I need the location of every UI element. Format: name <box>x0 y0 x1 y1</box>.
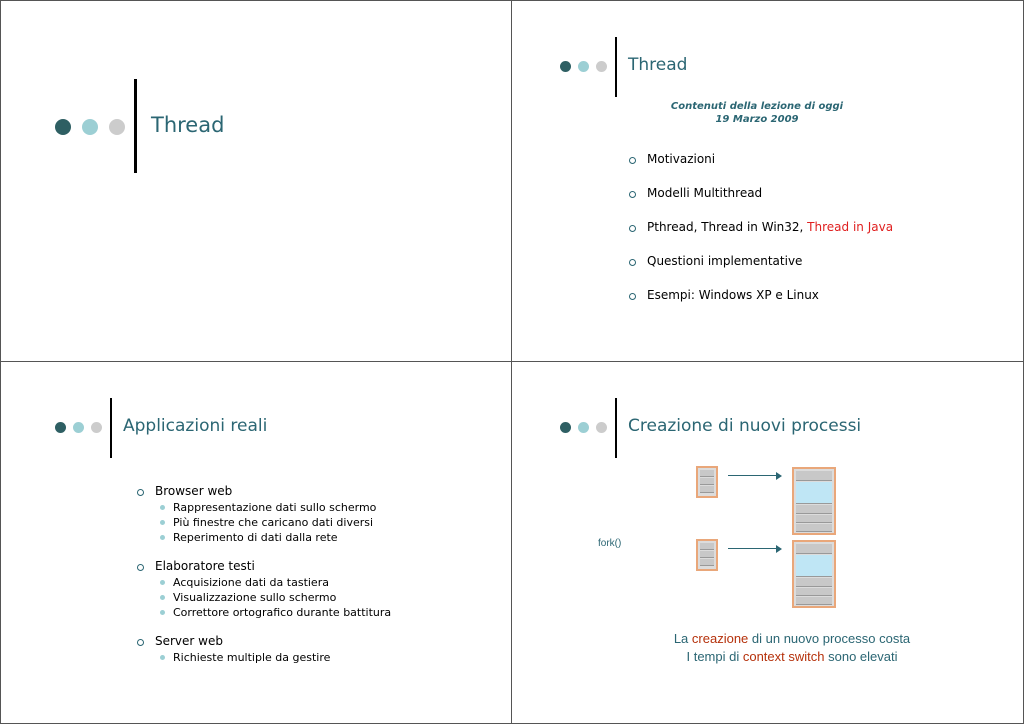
parent-process-icon <box>696 466 718 498</box>
sub-item: Rappresentazione dati sullo schermo <box>155 500 391 515</box>
caption-highlight: context switch <box>742 649 825 664</box>
dot-dark <box>55 119 71 135</box>
sub-item: Acquisizione dati da tastiera <box>155 575 391 590</box>
memory-segment <box>796 588 832 596</box>
slide-title: Applicazioni reali <box>123 416 268 436</box>
dot-grey <box>596 61 607 72</box>
dot-light <box>578 61 589 72</box>
group-label: Server web <box>155 634 223 648</box>
dot-light <box>82 119 98 135</box>
memory-segment <box>700 470 714 477</box>
group-label: Browser web <box>155 484 233 498</box>
memory-segment <box>796 482 832 504</box>
list-item: Motivazioni <box>629 152 893 186</box>
sub-list <box>155 500 391 545</box>
sub-item: Correttore ortografico durante battitura <box>155 605 391 620</box>
sub-item: Richieste multiple da gestire <box>155 650 391 665</box>
sub-list <box>155 650 391 665</box>
slide-4 <box>512 362 1022 722</box>
arrow-line <box>728 475 780 476</box>
slide-caption <box>572 630 1012 666</box>
list-item: Esempi: Windows XP e Linux <box>629 288 893 322</box>
caption-line-2 <box>572 648 1012 666</box>
memory-segment <box>700 543 714 550</box>
memory-segment <box>796 555 832 577</box>
caption-text: sono elevati <box>824 649 898 664</box>
slide-2 <box>512 1 1022 361</box>
sub-item: Più finestre che caricano dati diversi <box>155 515 391 530</box>
memory-segment <box>700 486 714 493</box>
caption-line-1 <box>572 630 1012 648</box>
slide-1 <box>1 1 511 361</box>
list-item <box>137 559 391 620</box>
memory-segment <box>796 505 832 514</box>
memory-segment <box>796 524 832 532</box>
child-process-icon <box>792 540 836 608</box>
arrow-head-icon <box>776 545 782 553</box>
list-item <box>137 634 391 665</box>
dot-light <box>578 422 589 433</box>
title-bar <box>110 398 112 458</box>
caption-text: di un nuovo processo costa <box>748 631 911 646</box>
dot-dark <box>55 422 66 433</box>
dot-grey <box>109 119 125 135</box>
arrow-head-icon <box>776 472 782 480</box>
memory-segment <box>796 597 832 605</box>
contents-list <box>629 152 893 322</box>
item-text: Pthread, Thread in Win32, <box>647 220 808 234</box>
list-item <box>629 220 893 254</box>
memory-segment <box>700 551 714 558</box>
slide-title: Creazione di nuovi processi <box>628 416 862 436</box>
sub-list <box>155 575 391 620</box>
memory-segment <box>796 578 832 587</box>
caption-highlight: creazione <box>691 631 749 646</box>
group-label: Elaboratore testi <box>155 559 255 573</box>
applications-list <box>137 484 391 665</box>
fork-label: fork() <box>598 538 622 549</box>
slide-dots <box>55 422 102 433</box>
subtitle-line-1: Contenuti della lezione di oggi <box>670 101 844 112</box>
slide-dots <box>55 119 125 135</box>
memory-segment <box>700 559 714 566</box>
parent-process-icon <box>696 539 718 571</box>
sub-item: Reperimento di dati dalla rete <box>155 530 391 545</box>
memory-segment <box>796 515 832 523</box>
list-item <box>137 484 391 545</box>
slide-dots <box>560 61 607 72</box>
title-bar <box>615 37 617 97</box>
subtitle-line-2: 19 Marzo 2009 <box>715 114 799 125</box>
child-process-icon <box>792 467 836 535</box>
memory-segment <box>796 544 832 554</box>
slide-title: Thread <box>151 113 225 137</box>
memory-segment <box>700 478 714 485</box>
dot-grey <box>91 422 102 433</box>
slide-dots <box>560 422 607 433</box>
slide-3 <box>1 362 511 722</box>
dot-light <box>73 422 84 433</box>
lesson-subtitle <box>642 100 872 126</box>
dot-dark <box>560 422 571 433</box>
title-bar <box>615 398 617 458</box>
caption-text: La <box>673 631 692 646</box>
caption-text: I tempi di <box>686 649 743 664</box>
title-bar <box>134 79 137 173</box>
dot-dark <box>560 61 571 72</box>
dot-grey <box>596 422 607 433</box>
list-item: Modelli Multithread <box>629 186 893 220</box>
memory-segment <box>796 471 832 481</box>
sub-item: Visualizzazione sullo schermo <box>155 590 391 605</box>
arrow-line <box>728 548 780 549</box>
list-item: Questioni implementative <box>629 254 893 288</box>
highlight-text: Thread in Java <box>807 220 894 234</box>
slide-title: Thread <box>628 55 688 75</box>
